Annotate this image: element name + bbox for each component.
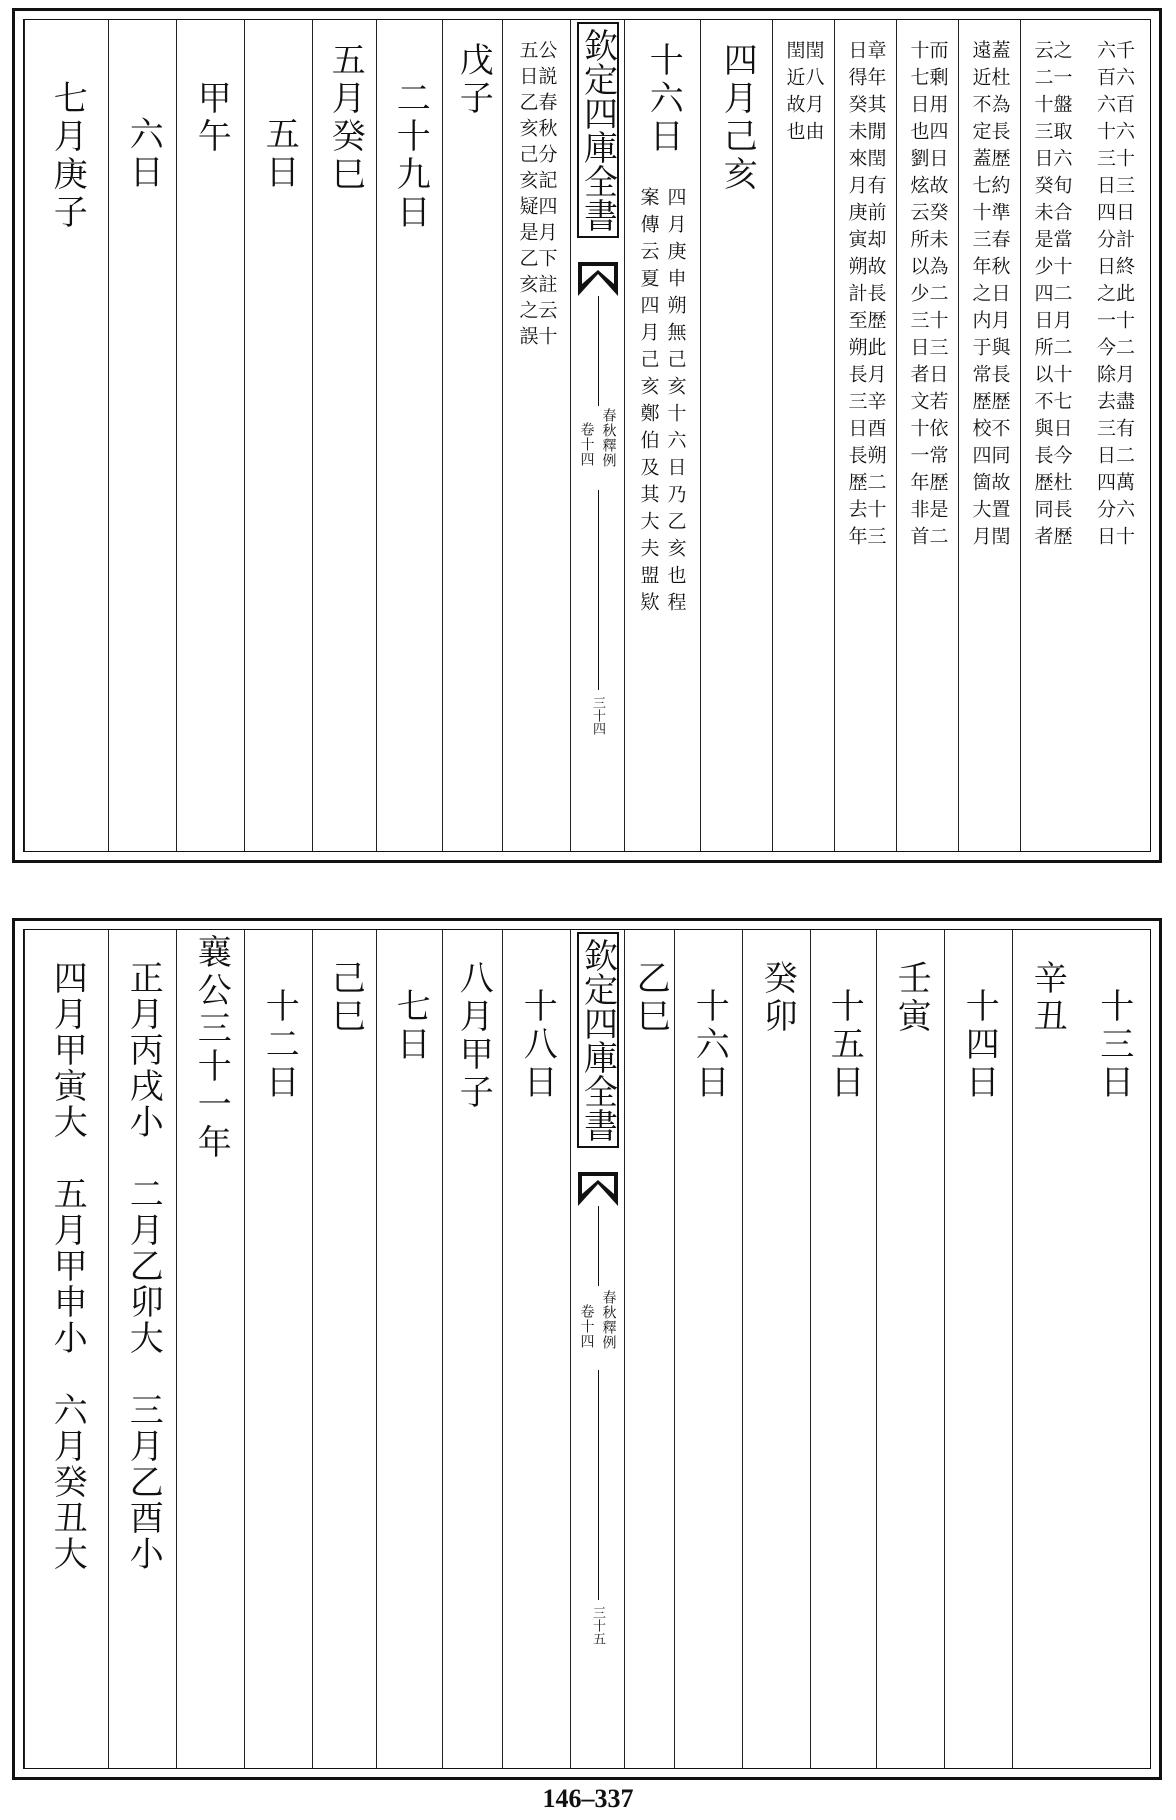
top-note-6: 閏八月由 閏近故也	[783, 40, 825, 148]
top-col-8	[624, 20, 700, 851]
top-spine-sub	[577, 408, 619, 468]
top-spine-line-2	[598, 490, 599, 690]
top-spine-title: 欽定四庫全書	[577, 22, 619, 238]
bottom-col-13	[312, 930, 376, 1768]
bottom-spine	[570, 930, 624, 1768]
top-note-5: 章年其閒閏有前却故長歴此月辛酉朔二十三 日得癸未來月庚寅朔計至朔長三日長歴去年	[845, 40, 887, 553]
bottom-spine-num: 三十五	[590, 1606, 605, 1645]
top-col-3	[958, 20, 1020, 851]
top-col-16	[108, 20, 176, 851]
top-note-8b: 四月庚申朔無己亥十六日乃乙亥也程	[664, 187, 687, 619]
bottom-col-10	[502, 930, 570, 1768]
bottom-col-7	[674, 930, 742, 1768]
bottom-col-12	[376, 930, 442, 1768]
bottom-entry-18: 十八日	[517, 988, 558, 1102]
bottom-spine-line-2	[598, 1370, 599, 1600]
top-entry-qi-yue: 七月庚子	[47, 80, 88, 232]
bottom-col-8	[624, 930, 674, 1768]
top-col-5	[834, 20, 896, 851]
top-spine-num: 三十四	[590, 696, 605, 735]
bottom-spine-line-1	[598, 1206, 599, 1286]
bottom-col-6	[742, 930, 810, 1768]
top-note-10: 公説春秋分記四月下註云十 五日乙亥己亥疑是乙亥之誤	[516, 40, 558, 352]
top-entry-liu-ri: 六日	[123, 116, 164, 192]
top-page-frame	[23, 19, 1151, 852]
bottom-entry-months-2: 四月甲寅大 五月甲申小 六月癸丑大	[47, 960, 88, 1572]
bottom-page-frame	[23, 929, 1151, 1769]
bottom-page	[12, 918, 1162, 1780]
top-page	[12, 8, 1162, 863]
top-note-3: 蓋杜為長歴約準春秋日月與長歴不同故置閏 遠近不定蓋七十三年之内于常歴校四箇大月	[969, 40, 1011, 553]
bottom-col-15	[176, 930, 244, 1768]
bottom-entry-ba-yue: 八月甲子	[453, 960, 494, 1112]
bottom-entry-xiang-gong: 襄公三十一年	[191, 934, 232, 1162]
bottom-fishtail-icon	[578, 1172, 618, 1206]
bottom-spine-sub-1: 春秋釋例	[600, 1290, 617, 1350]
top-note-1a: 千六百六十三日計終此十二月盡有二萬六十 六百六十三日四分日之一今除去三日四分日	[1094, 40, 1135, 553]
top-note-4: 而剰用四日故癸未為二十三日若依常歴是二 十七日也劉炫云所以少三日者文十一年非首	[907, 40, 949, 553]
top-col-15	[176, 20, 244, 851]
bottom-col-2	[1012, 930, 1080, 1768]
top-entry-shi-liu-ri: 十六日	[643, 42, 684, 156]
top-col-14	[244, 20, 312, 851]
top-entry-wu-yue: 五月癸巳	[325, 42, 366, 194]
top-note-2: 之一盤取六旬合當十二月二十七日今杜長歴 云二十三日癸未是少四日所以不與長歴同者	[1031, 40, 1073, 553]
top-col-2	[1020, 20, 1082, 851]
top-entry-jia-wu: 甲午	[191, 80, 232, 156]
bottom-col-1	[1080, 930, 1146, 1768]
top-col-7	[700, 20, 772, 851]
bottom-entry-ren-yin: 壬寅	[891, 960, 932, 1036]
top-entry-29: 二十九日	[390, 80, 431, 232]
bottom-entry-ji-si: 己巳	[325, 960, 366, 1036]
top-note-8a: 案傳云夏四月己亥鄭伯及其大夫盟欵	[637, 187, 660, 619]
bottom-entry-13: 十三日	[1093, 988, 1134, 1102]
bottom-col-3	[944, 930, 1012, 1768]
bottom-col-17	[24, 930, 108, 1768]
page-number: 146–337	[542, 1784, 634, 1813]
top-col-11	[442, 20, 502, 851]
top-col-1	[1082, 20, 1146, 851]
bottom-col-14	[244, 930, 312, 1768]
top-fishtail-icon	[578, 262, 618, 296]
top-col-17	[24, 20, 108, 851]
bottom-entry-xin-chou: 辛丑	[1027, 960, 1068, 1036]
bottom-col-4	[876, 930, 944, 1768]
top-columns	[24, 20, 1150, 851]
bottom-entry-16: 十六日	[689, 988, 730, 1102]
bottom-entry-qi-ri: 七日	[390, 988, 431, 1064]
top-entry-si-yue-ji-hai: 四月己亥	[717, 42, 758, 194]
bottom-spine-sub	[577, 1290, 619, 1350]
bottom-entry-14: 十四日	[959, 988, 1000, 1102]
bottom-col-5	[810, 930, 876, 1768]
top-spine-sub-1: 春秋釋例	[600, 408, 617, 468]
top-spine-sub-2: 卷十四	[578, 422, 595, 467]
top-col-12	[376, 20, 442, 851]
top-spine	[570, 20, 624, 851]
top-col-6	[772, 20, 834, 851]
bottom-spine-sub-2: 卷十四	[578, 1304, 595, 1349]
top-col-13	[312, 20, 376, 851]
bottom-columns	[24, 930, 1150, 1768]
top-col-10	[502, 20, 570, 851]
bottom-col-11	[442, 930, 502, 1768]
top-spine-line-1	[598, 296, 599, 406]
bottom-spine-title: 欽定四庫全書	[577, 932, 619, 1148]
top-col-4	[896, 20, 958, 851]
bottom-entry-12: 十二日	[259, 988, 300, 1102]
top-entry-wu-zi: 戊子	[453, 42, 494, 118]
bottom-entry-yi-si: 乙巳	[630, 960, 671, 1036]
bottom-entry-15: 十五日	[824, 988, 865, 1102]
top-entry-wu-ri: 五日	[259, 116, 300, 192]
bottom-entry-gui-mao: 癸卯	[757, 960, 798, 1036]
bottom-col-16	[108, 930, 176, 1768]
bottom-entry-months-1: 正月丙戌小 二月乙卯大 三月乙酉小	[123, 960, 164, 1572]
